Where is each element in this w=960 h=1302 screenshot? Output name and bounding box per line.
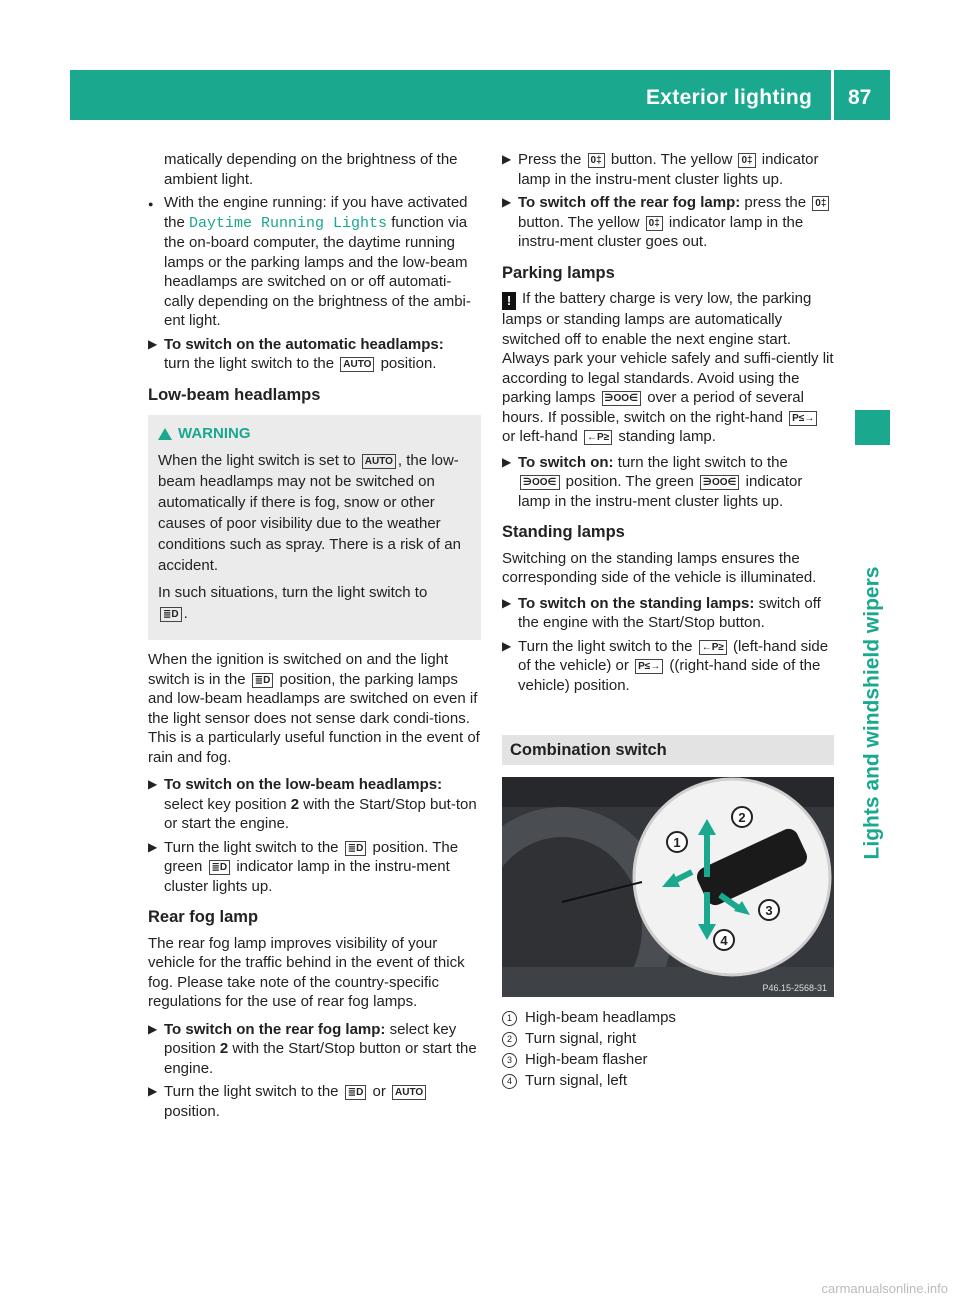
page-header-title: Exterior lighting — [646, 86, 813, 109]
standing-right-symbol-icon: P≤→ — [635, 659, 663, 674]
step-arrow-icon: ▶ — [148, 1021, 158, 1036]
heading-rear-fog: Rear fog lamp — [148, 908, 259, 926]
auto-symbol-icon: AUTO — [362, 454, 396, 469]
left-column — [148, 150, 481, 1121]
watermark: carmanualsonline.info — [821, 1281, 948, 1296]
low-beam-paragraph: When the ignition is switched on and the light switch is in the ≣D position, the parking lamps and low-beam headlamps are switched on even if the light sensor does not sense dark condi-tions. This is a particularly useful function in the event of rain and fog. — [148, 651, 480, 766]
page-number: 87 — [848, 86, 872, 109]
step-rear-fog-off: ▶ To switch off the rear fog lamp: press the 0‡ button. The yellow 0‡ indicator lamp in the instru-ment cluster goes out. — [502, 193, 834, 252]
svg-text:3: 3 — [765, 903, 773, 918]
legend-item: 2 Turn signal, right — [502, 1028, 834, 1049]
exclamation-icon: ! — [502, 292, 516, 310]
section-heading-combination-switch: Combination switch — [502, 735, 834, 765]
step-arrow-icon: ▶ — [502, 195, 512, 209]
step-arrow-icon: ▶ — [502, 152, 512, 166]
low-beam-symbol-icon: ≣D — [209, 860, 231, 875]
bullet-icon: ● — [148, 199, 154, 209]
standing-right-symbol-icon: P≤→ — [789, 411, 817, 426]
menu-function-name: Daytime Running Lights — [189, 214, 388, 232]
warning-box — [148, 415, 481, 640]
chapter-label: Lights and windshield wipers — [860, 566, 884, 860]
fog-lamp-symbol-icon: 0‡ — [588, 153, 605, 168]
step-arrow-icon: ▶ — [502, 454, 512, 469]
combination-switch-photo — [502, 777, 834, 997]
step-arrow-icon: ▶ — [148, 839, 158, 854]
step-low-beam-on: ▶ To switch on the low-beam headlamps: select key position 2 with the Start/Stop but-ton or start the engine. — [148, 776, 477, 832]
warning-text-2: In such situations, turn the light switch to ≣D . — [158, 584, 428, 622]
svg-text:1: 1 — [673, 835, 681, 850]
rear-fog-paragraph: The rear fog lamp improves visibility of your vehicle for the traffic behind in the event of thick fog. Please take note of the country-specific regulations for the use of rear fog lamps. — [148, 934, 465, 1010]
low-beam-symbol-icon: ≣D — [252, 673, 274, 688]
step-auto-headlamps: ▶ To switch on the automatic headlamps: turn the light switch to the AUTO position. — [148, 335, 444, 372]
step-turn-switch-fog: ▶ Turn the light switch to the ≣D or AUTO position. — [148, 1082, 481, 1121]
heading-low-beam: Low-beam headlamps — [148, 385, 321, 404]
warning-triangle-icon — [158, 428, 172, 440]
header-separator — [831, 70, 834, 120]
parking-note: ! If the battery charge is very low, the parking lamps or standing lamps are automatically switched off to enable the next engine start. Always park your vehicle safely and suffi-ciently lit according to legal standards. Avoid using the parking lamps ∋OO∈ over a period of several hours. If possible, switch on the right-hand P≤→ or left-hand ←P≥ standing lamp. — [502, 290, 834, 445]
right-column — [502, 150, 834, 1091]
fog-lamp-symbol-icon: 0‡ — [812, 196, 829, 211]
bullet-daytime-lights: ● With the engine running: if you have activated the Daytime Running Lights function via the on-board computer, the daytime running lamps or the parking lamps and the low-beam headlamps are switched on or off automati-cally depending on the brightness of the ambi-ent light. — [148, 194, 471, 329]
auto-symbol-icon: AUTO — [340, 357, 374, 372]
step-arrow-icon: ▶ — [502, 595, 512, 610]
step-arrow-icon: ▶ — [148, 336, 158, 351]
step-turn-switch-standing: ▶ Turn the light switch to the ←P≥ (left-hand side of the vehicle) or P≤→ ((right-hand side of the vehicle) position. — [502, 637, 829, 694]
step-parking-on: ▶ To switch on: turn the light switch to the ∋OO∈ position. The green ∋OO∈ indicator lamp in the instru-ment cluster lights up. — [502, 453, 803, 510]
step-arrow-icon: ▶ — [502, 638, 512, 653]
intro-continuation: matically depending on the brightness of the ambient light. — [164, 151, 458, 188]
svg-text:4: 4 — [720, 933, 728, 948]
heading-parking-lamps: Parking lamps — [502, 263, 615, 282]
svg-text:2: 2 — [738, 810, 746, 825]
combination-switch-illustration — [502, 777, 834, 997]
heading-standing-lamps: Standing lamps — [502, 523, 625, 541]
step-arrow-icon: ▶ — [148, 777, 158, 791]
fog-lamp-symbol-icon: 0‡ — [646, 216, 663, 231]
legend-item: 1 High-beam headlamps — [502, 1007, 834, 1028]
parking-lamp-symbol-icon: ∋OO∈ — [602, 391, 642, 406]
legend — [502, 1007, 834, 1091]
parking-lamp-symbol-icon: ∋OO∈ — [700, 475, 740, 490]
standing-left-symbol-icon: ←P≥ — [699, 640, 727, 655]
step-turn-switch-low-beam: ▶ Turn the light switch to the ≣D position. The green ≣D indicator lamp in the instru-ment cluster lights up. — [148, 838, 459, 895]
low-beam-symbol-icon: ≣D — [160, 607, 182, 622]
low-beam-symbol-icon: ≣D — [345, 841, 367, 856]
legend-item: 4 Turn signal, left — [502, 1070, 834, 1091]
step-standing-on: ▶ To switch on the standing lamps: switch off the engine with the Start/Stop button. — [502, 594, 821, 631]
photo-code: P46.15-2568-31 — [762, 983, 827, 993]
low-beam-symbol-icon: ≣D — [345, 1085, 367, 1100]
parking-lamp-symbol-icon: ∋OO∈ — [520, 475, 560, 490]
standing-paragraph: Switching on the standing lamps ensures the corresponding side of the vehicle is illuminated. — [502, 549, 817, 586]
step-arrow-icon: ▶ — [148, 1084, 158, 1098]
auto-symbol-icon: AUTO — [392, 1085, 426, 1100]
legend-item: 3 High-beam flasher — [502, 1049, 834, 1070]
warning-title: WARNING — [178, 425, 251, 442]
fog-lamp-symbol-icon: 0‡ — [738, 153, 755, 168]
step-press-fog-button: ▶ Press the 0‡ button. The yellow 0‡ indicator lamp in the instru-ment cluster lights up. — [502, 151, 819, 188]
step-rear-fog-on: ▶ To switch on the rear fog lamp: select key position 2 with the Start/Stop button or start the engine. — [148, 1020, 477, 1077]
warning-text-1: When the light switch is set to AUTO , the low-beam headlamps may not be switched on automatically if there is fog, snow or other causes of poor visibility due to the weather conditions such as spray. There is a risk of an accident. — [158, 452, 461, 574]
chapter-tab — [855, 410, 890, 445]
standing-left-symbol-icon: ←P≥ — [584, 430, 612, 445]
